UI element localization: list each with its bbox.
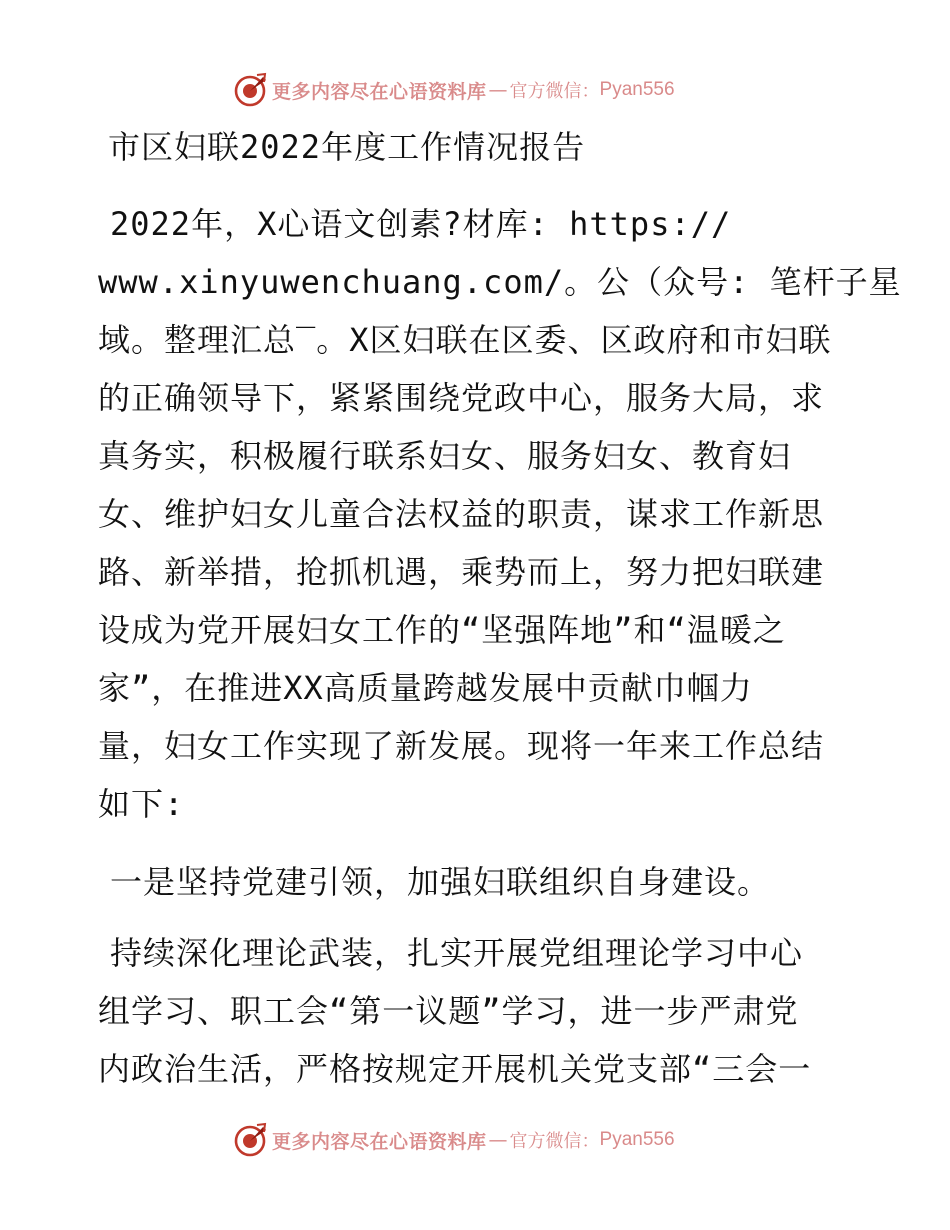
- paragraph-line: 2022年，X心语文创素?材库: https://: [110, 205, 732, 243]
- pen-logo-icon: [232, 72, 268, 108]
- paragraph-line: 的正确领导下，紧紧围绕党政中心，服务大局，求: [98, 379, 825, 417]
- section-paragraph: [98, 924, 858, 1098]
- section-heading-text: 一是坚持党建引领，加强妇联组织自身建设。: [110, 863, 771, 901]
- watermark-banner-bottom: [232, 1120, 712, 1160]
- paragraph-line: 女、维护妇女儿童合法权益的职责，谋求工作新思: [98, 495, 825, 533]
- watermark-account: Pyan556: [599, 1129, 675, 1150]
- paragraph-line: 设成为党开展妇女工作的“坚强阵地”和“温暖之: [98, 611, 786, 649]
- pen-logo-icon: [232, 1122, 268, 1158]
- paragraph-line: 真务实，积极履行联系妇女、服务妇女、教育妇: [98, 437, 792, 475]
- paragraph-line: www.xinyuwenchuang.com/。公（众号: 笔杆子星: [98, 263, 902, 301]
- watermark-banner-top: [232, 70, 712, 110]
- watermark-main-text: 更多内容尽在心语资料库: [272, 80, 487, 103]
- intro-paragraph: [98, 195, 902, 833]
- paragraph-line: 内政治生活，严格按规定开展机关党支部“三会一: [98, 1050, 812, 1088]
- paragraph-line: 量，妇女工作实现了新发展。现将一年来工作总结: [98, 727, 825, 765]
- watermark-account: Pyan556: [599, 79, 675, 100]
- section-heading: [98, 853, 858, 911]
- paragraph-line: 如下:: [98, 785, 185, 823]
- watermark-dash: —: [488, 1129, 508, 1151]
- paragraph-line: 域。整理汇总‾。X区妇联在区委、区政府和市妇联: [98, 321, 832, 359]
- paragraph-line: 家”，在推进XX高质量跨越发展中贡献巾帼力: [98, 669, 753, 707]
- watermark-dash: —: [488, 79, 508, 101]
- watermark-main-text: 更多内容尽在心语资料库: [272, 1130, 487, 1153]
- paragraph-line: 持续深化理论武装，扎实开展党组理论学习中心: [110, 934, 804, 972]
- paragraph-line: 组学习、职工会“第一议题”学习，进一步严肃党: [98, 992, 799, 1030]
- document-title: 市区妇联2022年度工作情况报告: [108, 128, 586, 166]
- paragraph-line: 路、新举措，抢抓机遇，乘势而上，努力把妇联建: [98, 553, 825, 591]
- watermark-sub-text: 官方微信：: [509, 81, 600, 102]
- watermark-sub-text: 官方微信：: [509, 1131, 600, 1152]
